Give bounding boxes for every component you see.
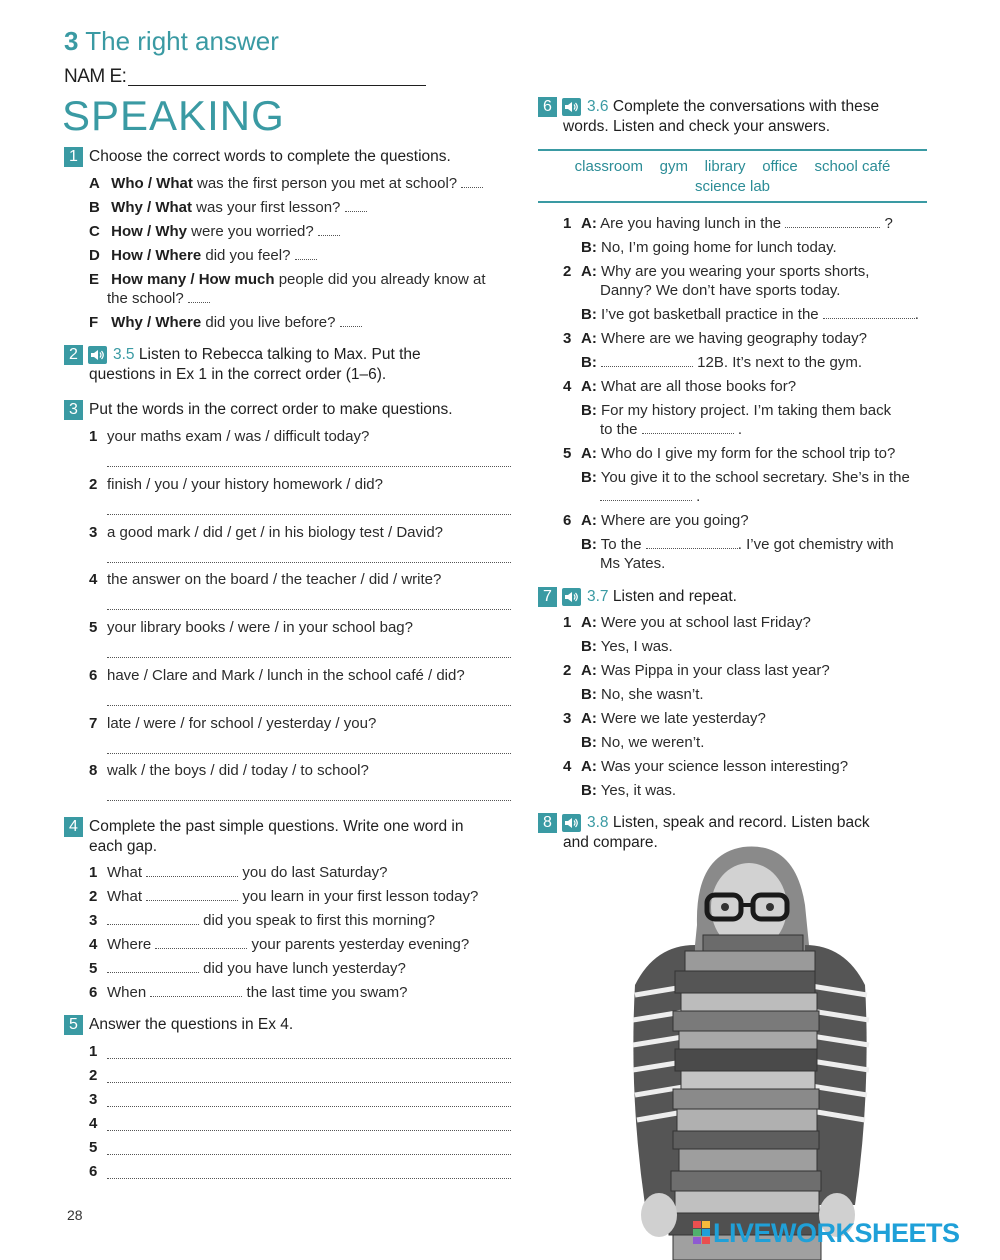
ex6-conv-5-b: B: You give it to the school secretary. She’s in the	[581, 469, 910, 486]
ex6-track: 3.6	[587, 98, 609, 115]
ex5-num-2: 2	[89, 1067, 98, 1084]
ex5-answer-6[interactable]	[107, 1178, 511, 1179]
ex3-answer-5[interactable]	[107, 657, 511, 658]
ex3-answer-3[interactable]	[107, 562, 511, 563]
name-label: NAM E:	[64, 66, 127, 87]
ex1-choice-a[interactable]: Who / What	[111, 175, 193, 192]
ex4-instruction-2: each gap.	[89, 838, 158, 855]
ex3-heading	[64, 400, 524, 420]
ex4-gap-3[interactable]	[107, 913, 199, 925]
ex6-gap-4[interactable]	[642, 422, 734, 434]
ex2-instruction-2: questions in Ex 1 in the correct order (1–6).	[89, 366, 387, 383]
ex4-heading	[64, 817, 524, 857]
ex1-heading	[64, 147, 524, 167]
ex8-instruction-1: Listen, speak and record. Listen back	[612, 814, 870, 831]
ex8-instruction-2: and compare.	[563, 834, 658, 851]
unit-title-text: The right answer	[85, 26, 279, 56]
ex2-track: 3.5	[113, 346, 135, 363]
ex4-gap-4[interactable]	[155, 937, 247, 949]
ex6-conv-1-a: 1 A: Are you having lunch in the ?	[563, 215, 893, 232]
ex1-item-e: E How many / How much people did you already know at	[89, 271, 486, 288]
photo-girl-with-books	[615, 845, 945, 1260]
ex7-conv-2-a: 2 A: Was Pippa in your class last year?	[563, 662, 830, 679]
ex6-conv-5-b-cont: .	[600, 487, 700, 507]
ex3-answer-6[interactable]	[107, 705, 511, 706]
ex5-answer-3[interactable]	[107, 1106, 511, 1107]
ex3-item-7: 7 late / were / for school / yesterday / you?	[89, 715, 377, 732]
ex2-instruction-1: Listen to Rebecca talking to Max. Put the	[138, 346, 421, 363]
ex2-heading	[64, 345, 524, 385]
ex1-choice-c[interactable]: How / Why	[111, 223, 187, 240]
ex7-conv-3-b: B: No, we weren’t.	[581, 734, 705, 751]
unit-number: 3	[64, 26, 79, 56]
ex1-answer-e[interactable]	[188, 291, 210, 303]
ex8-number: 8	[538, 813, 557, 833]
ex3-item-2: 2 finish / you / your history homework / did?	[89, 476, 383, 493]
word-box	[538, 149, 927, 203]
ex4-item-6: 6 When the last time you swam?	[89, 984, 408, 1001]
ex5-answer-5[interactable]	[107, 1154, 511, 1155]
logo-badge-icon	[693, 1221, 711, 1245]
ex1-item-a: A Who / What was the first person you met at school?	[89, 174, 483, 194]
ex6-conv-5-a: 5 A: Who do I give my form for the school trip to?	[563, 445, 896, 462]
unit-title	[64, 26, 279, 57]
ex3-item-8: 8 walk / the boys / did / today / to school?	[89, 762, 369, 779]
ex2-number: 2	[64, 345, 83, 365]
ex7-conv-4-a: 4 A: Was your science lesson interesting?	[563, 758, 849, 775]
ex1-answer-c[interactable]	[318, 224, 340, 236]
ex1-item-f: F Why / Where did you live before?	[89, 313, 362, 333]
ex1-answer-f[interactable]	[340, 315, 362, 327]
ex1-instruction: Choose the correct words to complete the questions.	[89, 148, 451, 165]
ex6-conv-2-a: 2 A: Why are you wearing your sports shorts,	[563, 263, 870, 280]
ex6-conv-6-a: 6 A: Where are you going?	[563, 512, 749, 529]
ex6-gap-2[interactable]	[823, 307, 915, 319]
ex3-answer-1[interactable]	[107, 466, 511, 467]
ex4-number: 4	[64, 817, 83, 837]
ex6-conv-3-b: B: 12B. It’s next to the gym.	[581, 354, 862, 371]
speaker-icon[interactable]	[562, 814, 581, 832]
ex5-num-6: 6	[89, 1163, 98, 1180]
ex7-instruction: Listen and repeat.	[612, 588, 737, 605]
ex4-item-1: 1 What you do last Saturday?	[89, 864, 388, 881]
ex4-gap-1[interactable]	[146, 865, 238, 877]
section-title: SPEAKING	[62, 92, 285, 139]
ex4-item-3: 3 did you speak to first this morning?	[89, 912, 435, 929]
ex1-answer-a[interactable]	[461, 176, 483, 188]
speaker-icon[interactable]	[562, 588, 581, 606]
ex3-item-6: 6 have / Clare and Mark / lunch in the school café / did?	[89, 667, 465, 684]
ex6-heading	[538, 97, 938, 137]
ex5-answer-1[interactable]	[107, 1058, 511, 1059]
ex5-number: 5	[64, 1015, 83, 1035]
ex3-item-1: 1 your maths exam / was / difficult today?	[89, 428, 370, 445]
ex1-choice-b[interactable]: Why / What	[111, 199, 192, 216]
ex3-answer-4[interactable]	[107, 609, 511, 610]
ex7-number: 7	[538, 587, 557, 607]
ex4-gap-5[interactable]	[107, 961, 199, 973]
ex1-choice-f[interactable]: Why / Where	[111, 314, 202, 331]
ex6-conv-4-a: 4 A: What are all those books for?	[563, 378, 797, 395]
ex6-gap-6[interactable]	[646, 537, 738, 549]
ex1-answer-b[interactable]	[345, 200, 367, 212]
ex6-instruction-1: Complete the conversations with these	[612, 98, 880, 115]
ex1-item-d: D How / Where did you feel?	[89, 246, 317, 266]
ex6-instruction-2: words. Listen and check your answers.	[563, 118, 831, 135]
ex5-num-5: 5	[89, 1139, 98, 1156]
ex4-item-4: 4 Where your parents yesterday evening?	[89, 936, 470, 953]
ex6-conv-1-b: B: No, I’m going home for lunch today.	[581, 239, 837, 256]
ex3-item-3: 3 a good mark / did / get / in his biology test / David?	[89, 524, 444, 541]
ex5-instruction: Answer the questions in Ex 4.	[89, 1016, 294, 1033]
ex6-conv-2-a-cont: Danny? We don’t have sports today.	[600, 282, 841, 299]
word-box-line-2: science lab	[694, 178, 771, 195]
ex5-answer-2[interactable]	[107, 1082, 511, 1083]
ex5-num-4: 4	[89, 1115, 98, 1132]
ex3-answer-7[interactable]	[107, 753, 511, 754]
ex4-item-2: 2 What you learn in your first lesson today?	[89, 888, 479, 905]
ex1-item-c: C How / Why were you worried?	[89, 222, 340, 242]
ex3-answer-2[interactable]	[107, 514, 511, 515]
ex3-item-5: 5 your library books / were / in your school bag?	[89, 619, 413, 636]
ex5-num-1: 1	[89, 1043, 98, 1060]
ex1-choice-e[interactable]: How many / How much	[111, 271, 275, 288]
ex6-number: 6	[538, 97, 557, 117]
ex4-gap-2[interactable]	[146, 889, 238, 901]
ex3-instruction: Put the words in the correct order to make questions.	[89, 401, 453, 418]
speaker-icon[interactable]	[562, 98, 581, 116]
ex1-number: 1	[64, 147, 83, 167]
page-number: 28	[67, 1207, 83, 1223]
ex1-choice-d[interactable]: How / Where	[111, 247, 202, 264]
ex7-conv-1-a: 1 A: Were you at school last Friday?	[563, 614, 811, 631]
ex3-item-4: 4 the answer on the board / the teacher / did / write?	[89, 571, 442, 588]
ex6-conv-6-b: B: To the . I’ve got chemistry with	[581, 536, 894, 553]
brand-text: LIVEWORKSHEETS	[713, 1218, 960, 1248]
ex5-answer-4[interactable]	[107, 1130, 511, 1131]
ex1-item-b: B Why / What was your first lesson?	[89, 198, 367, 218]
speaker-icon[interactable]	[88, 346, 107, 364]
ex7-conv-1-b: B: Yes, I was.	[581, 638, 673, 655]
ex3-number: 3	[64, 400, 83, 420]
ex7-conv-3-a: 3 A: Were we late yesterday?	[563, 710, 766, 727]
ex4-item-5: 5 did you have lunch yesterday?	[89, 960, 406, 977]
ex6-gap-1[interactable]	[785, 216, 880, 228]
ex6-conv-6-b-cont: Ms Yates.	[600, 555, 666, 572]
ex7-conv-4-b: B: Yes, it was.	[581, 782, 677, 799]
ex5-num-3: 3	[89, 1091, 98, 1108]
ex1-item-e-cont: the school?	[107, 289, 210, 309]
ex1-answer-d[interactable]	[295, 248, 317, 260]
word-box-line-1: classroom gym library office school café	[574, 158, 891, 175]
ex4-instruction-1: Complete the past simple questions. Write one word in	[89, 818, 464, 835]
name-field[interactable]	[128, 85, 426, 86]
ex6-conv-3-a: 3 A: Where are we having geography today?	[563, 330, 868, 347]
ex6-conv-2-b: B: I’ve got basketball practice in the .	[581, 306, 919, 323]
ex6-gap-5[interactable]	[600, 489, 692, 501]
liveworksheets-logo	[693, 1218, 960, 1249]
ex8-track: 3.8	[587, 814, 609, 831]
ex6-gap-3[interactable]	[601, 355, 693, 367]
ex6-conv-4-b: B: For my history project. I’m taking them back	[581, 402, 892, 419]
ex5-heading	[64, 1015, 524, 1035]
ex7-track: 3.7	[587, 588, 609, 605]
ex7-conv-2-b: B: No, she wasn’t.	[581, 686, 704, 703]
ex6-conv-4-b-cont: to the .	[600, 421, 743, 438]
ex4-gap-6[interactable]	[150, 985, 242, 997]
ex3-answer-8[interactable]	[107, 800, 511, 801]
